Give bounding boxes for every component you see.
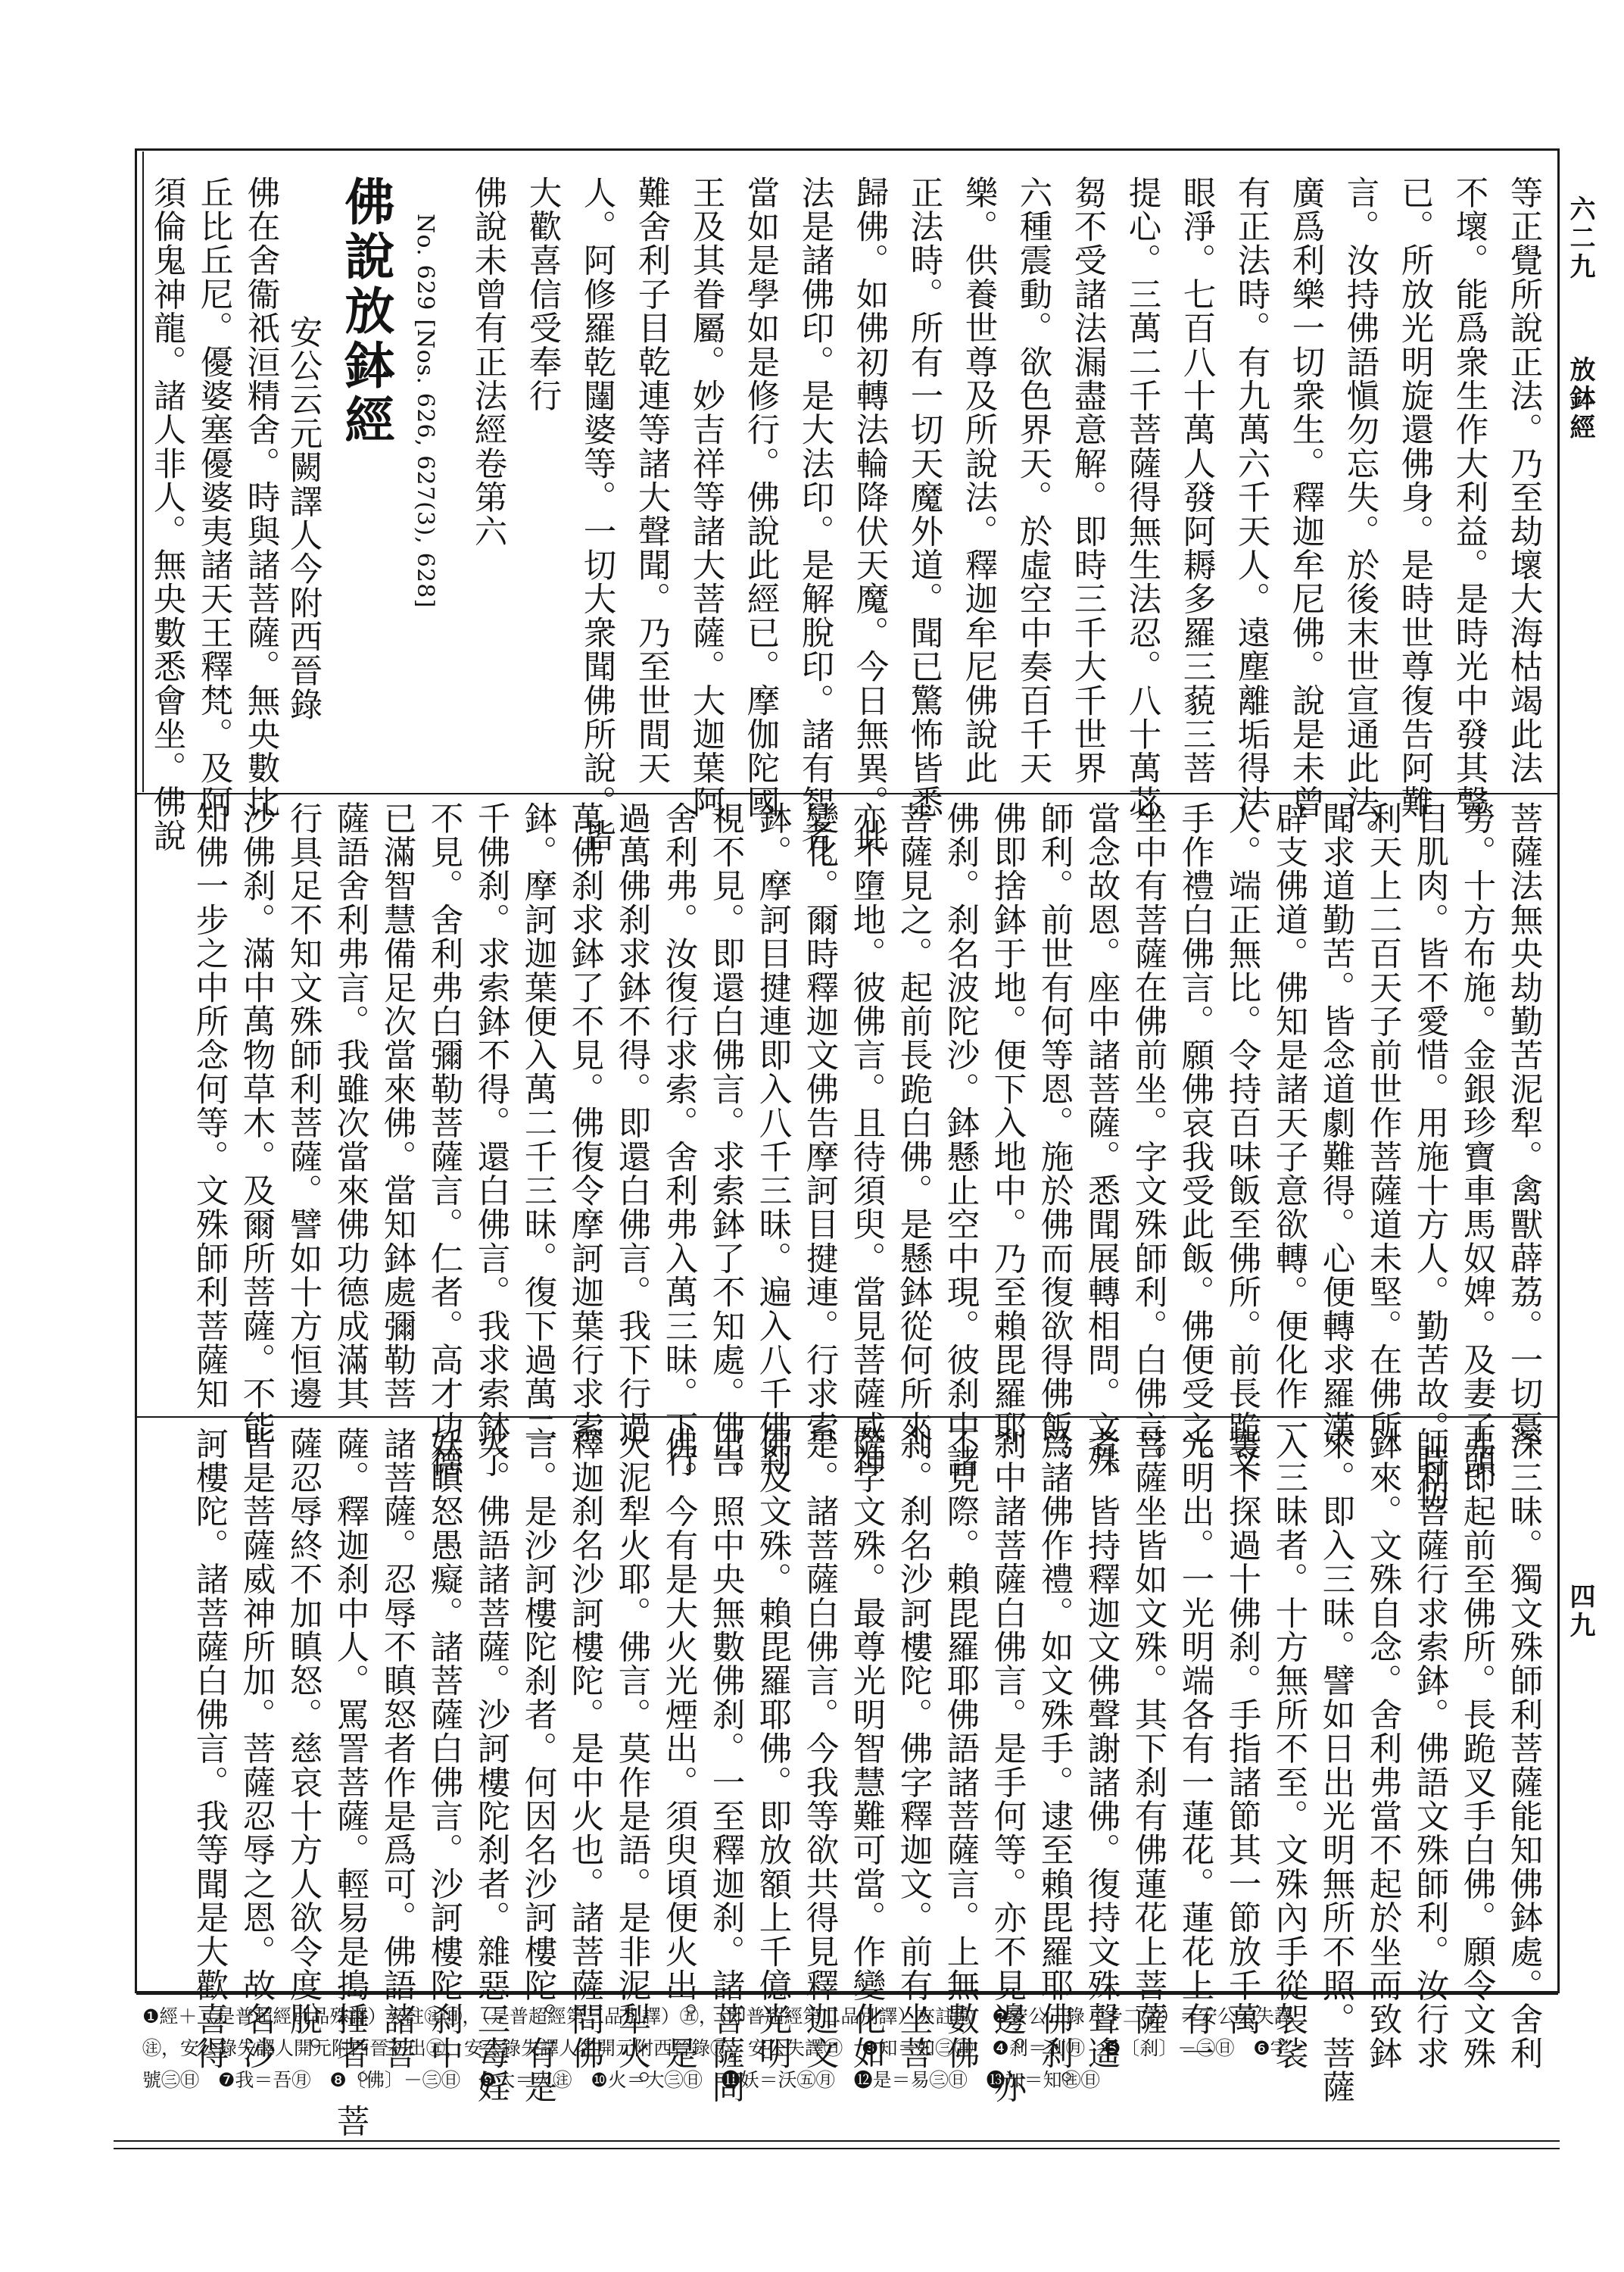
lower-line-2: 弗即起前至佛所。長跪叉手白佛。願令文殊 <box>1457 1427 1496 2071</box>
middle-line-20: 過萬佛刹求鉢不得。即還白佛言。我下行過 <box>613 801 651 1445</box>
upper-right-line-9: 芻不受諸法漏盡意解。即時三千大千世界 <box>1068 176 1107 785</box>
upper-left-line-1: 須倫鬼神龍。諸人非人。無央數悉會坐。佛說 <box>148 176 186 853</box>
upper-right-line-5: 廣爲利樂一切衆生。釋迦牟尼佛。說是未曾 <box>1286 176 1325 819</box>
middle-line-14: 菩薩見之。起前長跪白佛。是懸鉢從何所來。 <box>894 801 933 1478</box>
upper-right-line-17: 難舍利子目乾連等諸大聲聞。乃至世間天 <box>632 176 671 785</box>
bottom-rule-2 <box>114 2148 1560 2149</box>
upper-left-line-2: 丘比丘尼。優婆塞優婆夷諸天王釋梵。及阿 <box>195 176 233 819</box>
middle-line-23: 千佛刹。求索鉢不得。還白佛言。我求索鉢了 <box>472 801 510 1478</box>
middle-line-3: 目肌肉。皆不愛惜。用施十方人。勤苦故。時忉 <box>1410 801 1449 1512</box>
lower-line-6: 入三昧者。十方無所不至。文殊內手從袈裟 <box>1270 1427 1308 2071</box>
lower-line-10: 者。皆持釋迦文佛聲謝諸佛。復持文殊聲遙 <box>1082 1427 1121 2071</box>
upper-right-line-19: 大歡喜信受奉行 <box>523 176 562 413</box>
lower-line-21: 釋迦刹名沙訶樓陀。是中火也。諸菩薩問佛 <box>566 1427 604 2071</box>
middle-line-9: 坐中有菩薩在佛前坐。字文殊師利。白佛言。 <box>1129 801 1167 1478</box>
middle-line-17: 鉢。摩訶目揵連即入八千三昧。遍入八千佛刹 <box>753 801 792 1478</box>
bottom-rule <box>114 2140 1560 2142</box>
sutra-title: 佛說放鉢經 <box>336 176 395 448</box>
footnote-line-3: 號㊂㊐ ❼我＝吾㊊ ❽〔佛〕－㊂㊐ ❾大＝火㊟ ❿火＝大㊂㊐ ⓫妖＝沃㊄㊊ ⓬是＝易㊂㊐ ⓭加＝知㊟㊐ <box>142 2069 1100 2091</box>
end-title: 佛說未曾有正法經卷第六 <box>469 176 507 548</box>
lower-line-15: 薩字文殊。最尊光明智慧難可當。作變化如 <box>847 1427 886 2071</box>
lower-line-18: 出。照中央無數佛刹。一至釋迦刹。諸菩薩問 <box>706 1427 745 2104</box>
footnote-line-1: ❶經＋（是普超經別品殊譯）夾註㊟㊐，（是普超經第三品別譯）㊄，（即普超經第二品別譯）夾註㊊ ❷安公…錄（十二字）＝安公云失譯 <box>142 2005 1293 2027</box>
middle-line-22: 鉢。摩訶迦葉便入萬二千三昧。復下過萬二 <box>519 801 557 1445</box>
sutra-short-title: 放鉢經 <box>1565 356 1595 442</box>
upper-right-line-4: 言。汝持佛語愼勿忘失。於後末世宣通此法。 <box>1341 176 1379 853</box>
page-number: 六二九 <box>1565 195 1595 282</box>
lower-line-24: 妖瞋怒愚癡。諸菩薩白佛言。沙訶樓陀刹中 <box>425 1427 463 2071</box>
lower-line-27: 薩忍辱終不加瞋怒。慈哀十方人欲令度脫。 <box>284 1427 323 2071</box>
middle-line-6: 辟支佛道。佛知是諸天子意欲轉。便化作一 <box>1270 801 1308 1445</box>
lower-line-23: 火。佛語諸菩薩。沙訶樓陀刹者。雜惡三毒婬 <box>472 1427 510 2104</box>
lower-line-25: 諸菩薩。忍辱不瞋怒者作是爲可。佛語諸菩 <box>378 1427 416 2071</box>
middle-line-29: 知佛一步之中所念何等。文殊師利菩薩知 <box>190 801 229 1411</box>
middle-line-16: 變化。爾時釋迦文佛告摩訶目揵連。行求索 <box>800 801 839 1445</box>
lower-line-1: 深三昧。獨文殊師利菩薩能知佛鉢處。舍利 <box>1504 1427 1543 2071</box>
middle-line-15: 亦不墮地。彼佛言。且待須臾。當見菩薩威神 <box>847 801 886 1478</box>
upper-right-line-7: 眼淨。七百八十萬人發阿耨多羅三藐三菩 <box>1177 176 1216 785</box>
lower-line-26: 薩。釋迦刹中人。罵詈菩薩。輕易是搗捶者。菩 <box>331 1427 369 2138</box>
middle-line-10: 當念故恩。座中諸菩薩。悉聞展轉相問。文殊 <box>1082 801 1121 1478</box>
lower-line-20: 火泥犁火耶。佛言。莫作是語。是非泥犁火。 <box>613 1427 651 2104</box>
lower-line-16: 是。諸菩薩白佛言。今我等欲共得見釋迦文 <box>800 1427 839 2071</box>
upper-right-line-14: 法是諸佛印。是大法印。是解脫印。諸有智者。 <box>796 176 834 887</box>
middle-line-13: 佛刹。刹名波陀沙。鉢懸止空中現。彼刹中諸 <box>941 801 980 1478</box>
upper-right-line-6: 有正法時。有九萬六千天人。遠塵離垢得法 <box>1232 176 1270 819</box>
lower-line-28: 皆是菩薩威神所加。菩薩忍辱之恩。故名沙 <box>237 1427 276 2071</box>
upper-right-line-15: 當如是學如是修行。佛說此經已。摩伽陀國 <box>741 176 780 819</box>
lower-line-11: 爲諸佛作禮。如文殊手。逮至賴毘羅耶佛刹。 <box>1035 1427 1074 2104</box>
middle-line-21: 萬佛刹求鉢了不見。佛復令摩訶迦葉行求索 <box>566 801 604 1445</box>
upper-right-line-11: 樂。供養世尊及所說法。釋迦牟尼佛說此 <box>959 176 998 785</box>
lower-line-4: 鉢來。文殊自念。舍利弗當不起於坐而致鉢 <box>1364 1427 1402 2071</box>
middle-line-25: 已滿智慧備足次當來佛。當知鉢處彌勒菩 <box>378 801 416 1411</box>
middle-line-11: 師利。前世有何等恩。施於佛而復欲得佛飯。 <box>1035 801 1074 1478</box>
lower-line-14: 刹。刹名沙訶樓陀。佛字釋迦文。前有坐菩 <box>894 1427 933 2071</box>
upper-right-line-10: 六種震動。欲色界天。於虛空中奏百千天 <box>1014 176 1052 785</box>
footnote-line-2: ㊟，安公錄失譯人開元附西晉初出㊄，安公錄失譯人名開元附西晉錄㊊，安公失譯㊐ ❸知＝如㊂㊐ ❹刹＝利㊊ ❺〔刹〕－㊂㊐ ❻字＝ <box>142 2037 1308 2059</box>
middle-line-7: 人。端正無比。令持百味飯至佛所。前長跪叉 <box>1223 801 1261 1478</box>
translator-note: 安公云元闕譯人今附西晉錄 <box>284 315 323 722</box>
middle-line-4: 利天上二百天子前世作菩薩道未堅。在佛所 <box>1364 801 1402 1445</box>
lower-line-3: 師利菩薩行求索鉢。佛語文殊師利。汝行求 <box>1410 1427 1449 2071</box>
upper-right-line-3: 已。所放光明旋還佛身。是時世尊復告阿難 <box>1395 176 1434 819</box>
middle-line-2: 勞。十方布施。金銀珍寶車馬奴婢。及妻子頭 <box>1457 801 1496 1478</box>
upper-right-line-18: 人。阿修羅乾闥婆等。一切大衆聞佛所說。皆 <box>578 176 616 853</box>
upper-left-line-3: 佛在舍衞祇洹精舍。時與諸菩薩。無央數比 <box>242 176 280 819</box>
middle-line-8: 手作禮白佛言。願佛哀我受此飯。佛便受之。 <box>1176 801 1214 1478</box>
lower-line-8: 光明出。一光明端各有一蓮花。蓮花上有一 <box>1176 1427 1214 2071</box>
middle-line-1: 菩薩法無央劫勤苦泥犁。禽獸薜荔。一切憂 <box>1504 801 1543 1445</box>
middle-line-24: 不見。舍利弗白彌勒菩薩言。仁者。高才功德 <box>425 801 463 1478</box>
upper-right-line-16: 王及其眷屬。妙吉祥等諸大菩薩。大迦葉阿 <box>687 176 725 819</box>
lower-line-7: 裏下探過十佛刹。手指諸節其一節放千萬 <box>1223 1427 1261 2036</box>
lower-line-12: 刹中諸菩薩白佛言。是手何等。亦不見邊。亦 <box>988 1427 1027 2104</box>
upper-right-line-8: 提心。三萬二千菩薩得無生法忍。八十萬苾 <box>1123 176 1161 819</box>
middle-line-26: 薩語舍利弗言。我雖次當來佛功德成滿其 <box>331 801 369 1411</box>
lower-line-13: 不見際。賴毘羅耶佛語諸菩薩言。上無數佛 <box>941 1427 980 2071</box>
lower-line-29: 訶樓陀。諸菩薩白佛言。我等聞是大歡喜得 <box>190 1427 229 2071</box>
middle-line-27: 行具足不知文殊師利菩薩。譬如十方恒邊 <box>284 801 323 1411</box>
middle-line-12: 佛即捨鉢于地。便下入地中。乃至賴毘羅耶 <box>988 801 1027 1445</box>
sutra-number: No. 629 [Nos. 626, 627(3), 628] <box>412 214 438 609</box>
lower-line-9: 菩薩坐皆如文殊。其下刹有佛蓮花上菩薩 <box>1129 1427 1167 2036</box>
middle-line-5: 聞求道勤苦。皆念道劇難得。心便轉求羅漢 <box>1317 801 1355 1445</box>
lower-line-17: 佛及文殊。賴毘羅耶佛。即放額上千億光明 <box>753 1427 792 2071</box>
lower-line-5: 來。即入三昧。譬如日出光明無所不照。菩薩 <box>1317 1427 1355 2104</box>
middle-line-28: 沙佛刹。滿中萬物草木。及爾所菩薩。不能 <box>237 801 276 1445</box>
middle-line-18: 視不見。即還白佛言。求索鉢了不知處。佛告 <box>706 801 745 1478</box>
upper-right-line-12: 正法時。所有一切天魔外道。聞已驚怖皆悉 <box>905 176 943 819</box>
middle-line-19: 舍利弗。汝復行求索。舍利弗入萬三昧。下行 <box>659 801 698 1478</box>
folio-mark: 四九 <box>1565 1583 1595 1640</box>
upper-right-line-1: 等正覺所說正法。乃至劫壞大海枯竭此法 <box>1504 176 1543 785</box>
upper-right-line-13: 歸佛。如佛初轉法輪降伏天魔。今日無異。此 <box>850 176 889 853</box>
lower-line-19: 佛。今有是大火光煙出。須臾頃便火出。是 <box>659 1427 698 2071</box>
lower-line-22: 言。是沙訶樓陀刹者。何因名沙訶樓陀。有是 <box>519 1427 557 2104</box>
column-divider <box>142 151 144 792</box>
upper-right-line-2: 不壞。能爲衆生作大利益。是時光中發其聲 <box>1450 176 1488 819</box>
